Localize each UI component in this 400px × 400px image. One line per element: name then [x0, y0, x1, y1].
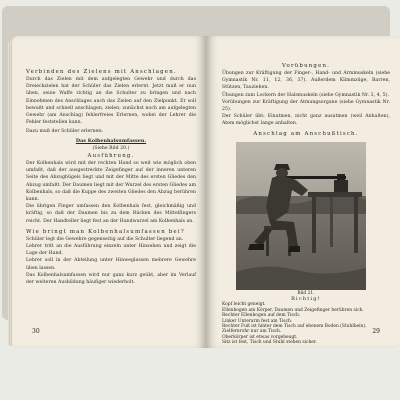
list-item: Vorübungen zur Kräftigung der Atmungsorgane (siehe Gymnastik Nr. 25). — [222, 99, 390, 113]
paragraph: Der Kolbenhals wird mit der rechten Hand so weit wie möglich oben umfaßt, daß der ausgestreckte Zeigefinger auf der inneren unteren Seite des Abzugbügels liegt und mit der Mitte des ersten Gliedes den Abzug umfaßt. Der Daumen liegt mit der Wurzel des ersten Gliedes am Kolbenhals, so daß die Kuppe des zweiten Gliedes den Abzug berühren kann. — [26, 161, 196, 203]
paragraph: Die übrigen Finger umfassen den Kolbenhals fest, gleichmäßig und kräftig, so daß der Daumen bis zu dem Rücken des Mittelfingers reicht. Der Handteller liegt fest an der Handwurzel am Kolbenhals an. — [26, 204, 196, 224]
page-number: 29 — [372, 328, 380, 335]
section-heading: Ausführung. — [87, 153, 135, 160]
paragraph: Lehrer soll in der Abteilung unter Hinweglassen mehrere Gewehre üben lassen. — [26, 258, 196, 271]
caption-subtitle: Richtig! — [291, 296, 321, 303]
subheading-note: (Siehe Bild 20.) — [92, 145, 130, 151]
shooting-photo — [236, 142, 366, 290]
caption-line: Linker Unterarm fest am Tisch. — [222, 318, 293, 324]
left-page-text — [26, 68, 196, 286]
caption-line: Rechter Ellenbogen auf dem Tisch. — [222, 313, 301, 319]
section-heading: Anschlag am Anschußtisch. — [253, 130, 359, 137]
left-page — [12, 36, 206, 348]
photo-illustration — [236, 142, 366, 290]
caption-title: Bild 21. — [297, 291, 315, 296]
section-heading: Verbinden des Zielens mit Anschlagen. — [26, 69, 177, 75]
paragraph: Das Kolbenhalsumfassen wird nur ganz kurz geübt, aber im Verlauf der weiteren Ausbildung häufiger wiederholt. — [26, 272, 196, 286]
paragraph: Lehrer tritt an die Ausführung einzeln unter Hinsehen und zeigt die Lage der Hand. — [26, 244, 196, 257]
subheading: Das Kolbenhalsumfassen. — [75, 137, 147, 144]
right-page — [206, 36, 400, 348]
caption-line: Ellenbogen am Körper, Daumen und Zeigefinger berühren sich. — [222, 307, 364, 313]
paragraph: Dazu muß der Schüler erlernen: — [26, 129, 103, 135]
caption-line: Oberkörper ist etwas vorgebeugt. — [222, 334, 298, 340]
list-item: Übungen zum Lockern der Halsmuskeln (siehe Gymnastik Nr. 3, 4, 5). — [222, 92, 389, 98]
caption-line: Sitz ist fest, Tisch und Stuhl stehen sicher. — [222, 340, 317, 346]
paragraph: Durch das Zielen mit dem aufgelegten Gewehr und durch das Dreieckzielen hat der Schüler das Zielen erlernt. Jetzt muß er nun üben, seine Waffe richtig an die Schulter zu bringen und nach Einnehmen des Anschlages auch das Zielen auf den Zielpunkt. Er soll bewußt und schnell anschlagen, zielen; zunächst noch am aufgelegten Gewehr (am Anschlag) fehlerfreies Erlernen, wobei der Lehrer die Fehler feststellen kann. — [26, 77, 196, 126]
list-item: Der Schüler übt: Einatmen, nicht ganz ausatmen (weil Anhalten), Atem möglichst lange anhalten. — [222, 114, 390, 127]
open-book — [12, 36, 400, 354]
caption-line: Kopf leicht geneigt. — [222, 302, 266, 308]
section-heading: Wie bringt man Kolbenhalsumfassen bei? — [26, 228, 185, 235]
photo-caption — [222, 291, 390, 346]
page-number: 30 — [32, 328, 40, 335]
caption-line: Zielfernrohr nur am Tisch. — [222, 329, 282, 335]
list-item: Übungen zur Kräftigung der Finger-, Hand- und Armmuskeln (siehe Gymnastik Nr. 11, 12, 36, 37). Außerdem Klimmzüge, Barren, Stützen, Tauziehen. — [222, 71, 390, 91]
caption-line: Rechter Fuß ist hinter dem Tisch auf ebenem Boden (Stuhlbein). — [222, 324, 367, 330]
right-page-text — [222, 62, 390, 138]
paragraph: Schüler legt die Gewehre gegenseitig auf die Schulter liegend an. — [26, 236, 184, 242]
section-heading: Vorübungen. — [281, 63, 331, 69]
